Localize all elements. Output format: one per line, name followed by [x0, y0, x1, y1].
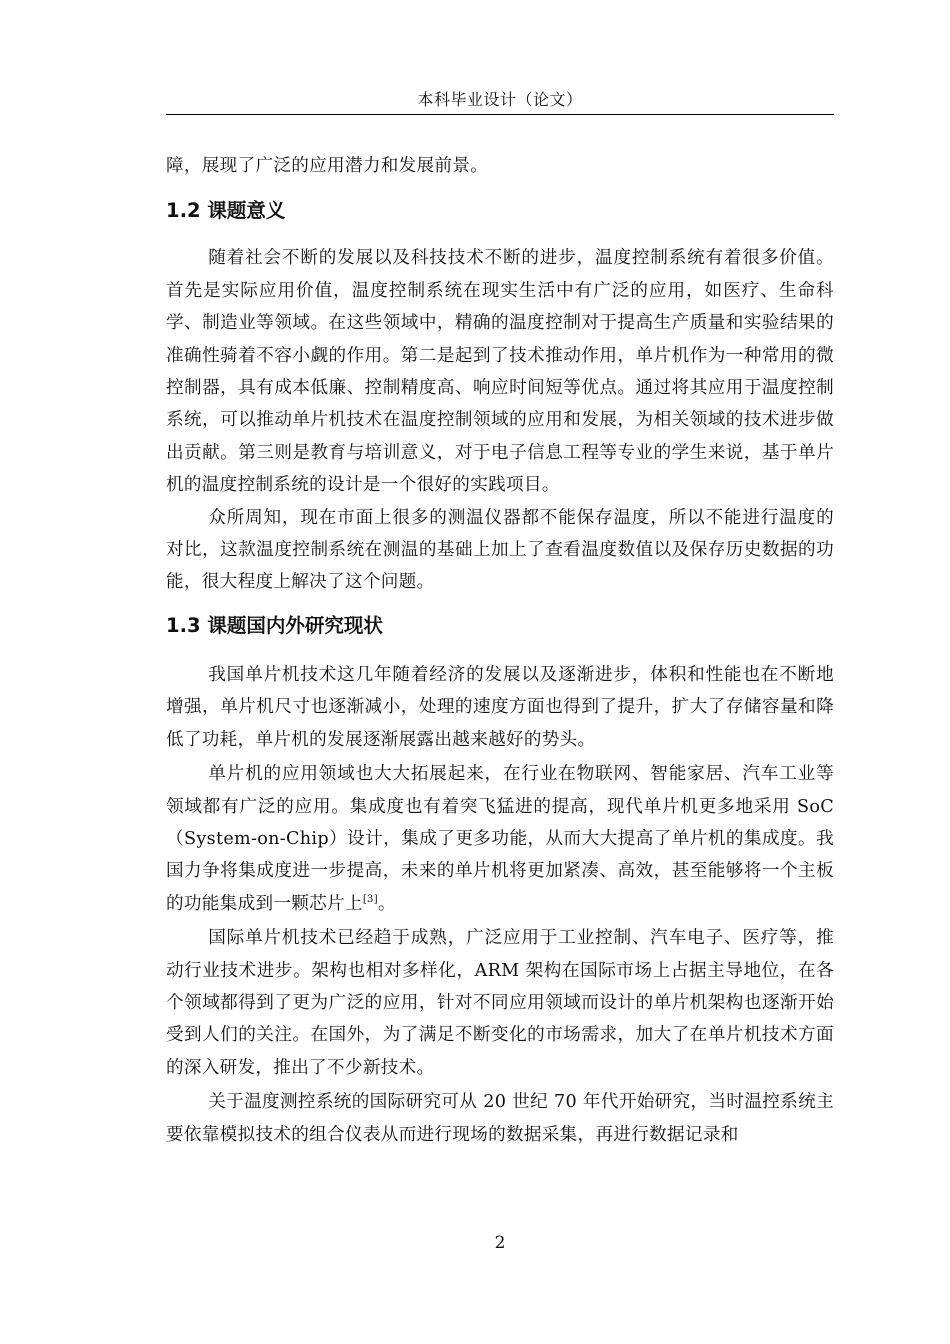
body-text	[166, 150, 834, 1151]
running-header: 本科毕业设计（论文）	[417, 90, 583, 109]
citation-3[interactable]: [3]	[362, 893, 378, 905]
paragraph-1-3-domestic: 我国单片机技术这几年随着经济的发展以及逐渐进步，体积和性能也在不断地增强，单片机尺寸也逐渐减小，处理的速度方面也得到了提升，扩大了存储容量和降低了功耗，单片机的发展逐渐展露出越来越好的势头。	[166, 664, 834, 750]
paragraph-1-3-applications	[166, 758, 834, 920]
carryover-paragraph: 障，展现了广泛的应用潜力和发展前景。	[166, 156, 489, 176]
paragraph-1-2-history-data: 众所周知，现在市面上很多的测温仪器都不能保存温度，所以不能进行温度的对比，这款温度控制系统在测温的基础上加上了查看温度数值以及保存历史数据的功能，很大程度上解决了这个问题。	[166, 507, 834, 593]
page-number: 2	[494, 1233, 506, 1253]
paragraph-1-3-applications-text: 单片机的应用领域也大大拓展起来，在行业在物联网、智能家居、汽车工业等领域都有广泛的应用。集成度也有着突飞猛进的提高，现代单片机更多地采用 SoC（System-on-Chip）设计，集成了更多功能，从而大大提高了单片机的集成度。我国力争将集成度进一步提高，未来的单片机将更加紧凑、高效，甚至能够将一个主板的功能集成到一颗芯片上	[166, 764, 834, 914]
header-divider	[166, 114, 834, 115]
paragraph-end-punctuation: 。	[377, 893, 396, 914]
paragraph-1-3-temperature-control-history: 关于温度测控系统的国际研究可从 20 世纪 70 年代开始研究，当时温控系统主要依靠模拟技术的组合仪表从而进行现场的数据采集，再进行数据记录和	[166, 1092, 834, 1145]
paragraph-1-2-significance: 随着社会不断的发展以及科技技术不断的进步，温度控制系统有着很多价值。首先是实际应用价值，温度控制系统在现实生活中有广泛的应用，如医疗、生命科学、制造业等领域。在这些领域中，精确的温度控制对于提高生产质量和实验结果的准确性骑着不容小觑的作用。第二是起到了技术推动作用，单片机作为一种常用的微控制器，具有成本低廉、控制精度高、响应时间短等优点。通过将其应用于温度控制系统，可以推动单片机技术在温度控制领域的应用和发展，为相关领域的技术进步做出贡献。第三则是教育与培训意义，对于电子信息工程等专业的学生来说，基于单片机的温度控制系统的设计是一个很好的实践项目。	[166, 248, 834, 496]
section-heading-1-2: 1.2 课题意义	[166, 199, 286, 223]
section-heading-1-3: 1.3 课题国内外研究现状	[166, 613, 383, 637]
paragraph-1-3-international: 国际单片机技术已经趋于成熟，广泛应用于工业控制、汽车电子、医疗等，推动行业技术进步。架构也相对多样化，ARM 架构在国际市场上占据主导地位，在各个领域都得到了更为广泛的应用，针对不同应用领域而设计的单片机架构也逐渐开始受到人们的关注。在国外，为了满足不断变化的市场需求，加大了在单片机技术方面的深入研发，推出了不少新技术。	[166, 928, 834, 1078]
